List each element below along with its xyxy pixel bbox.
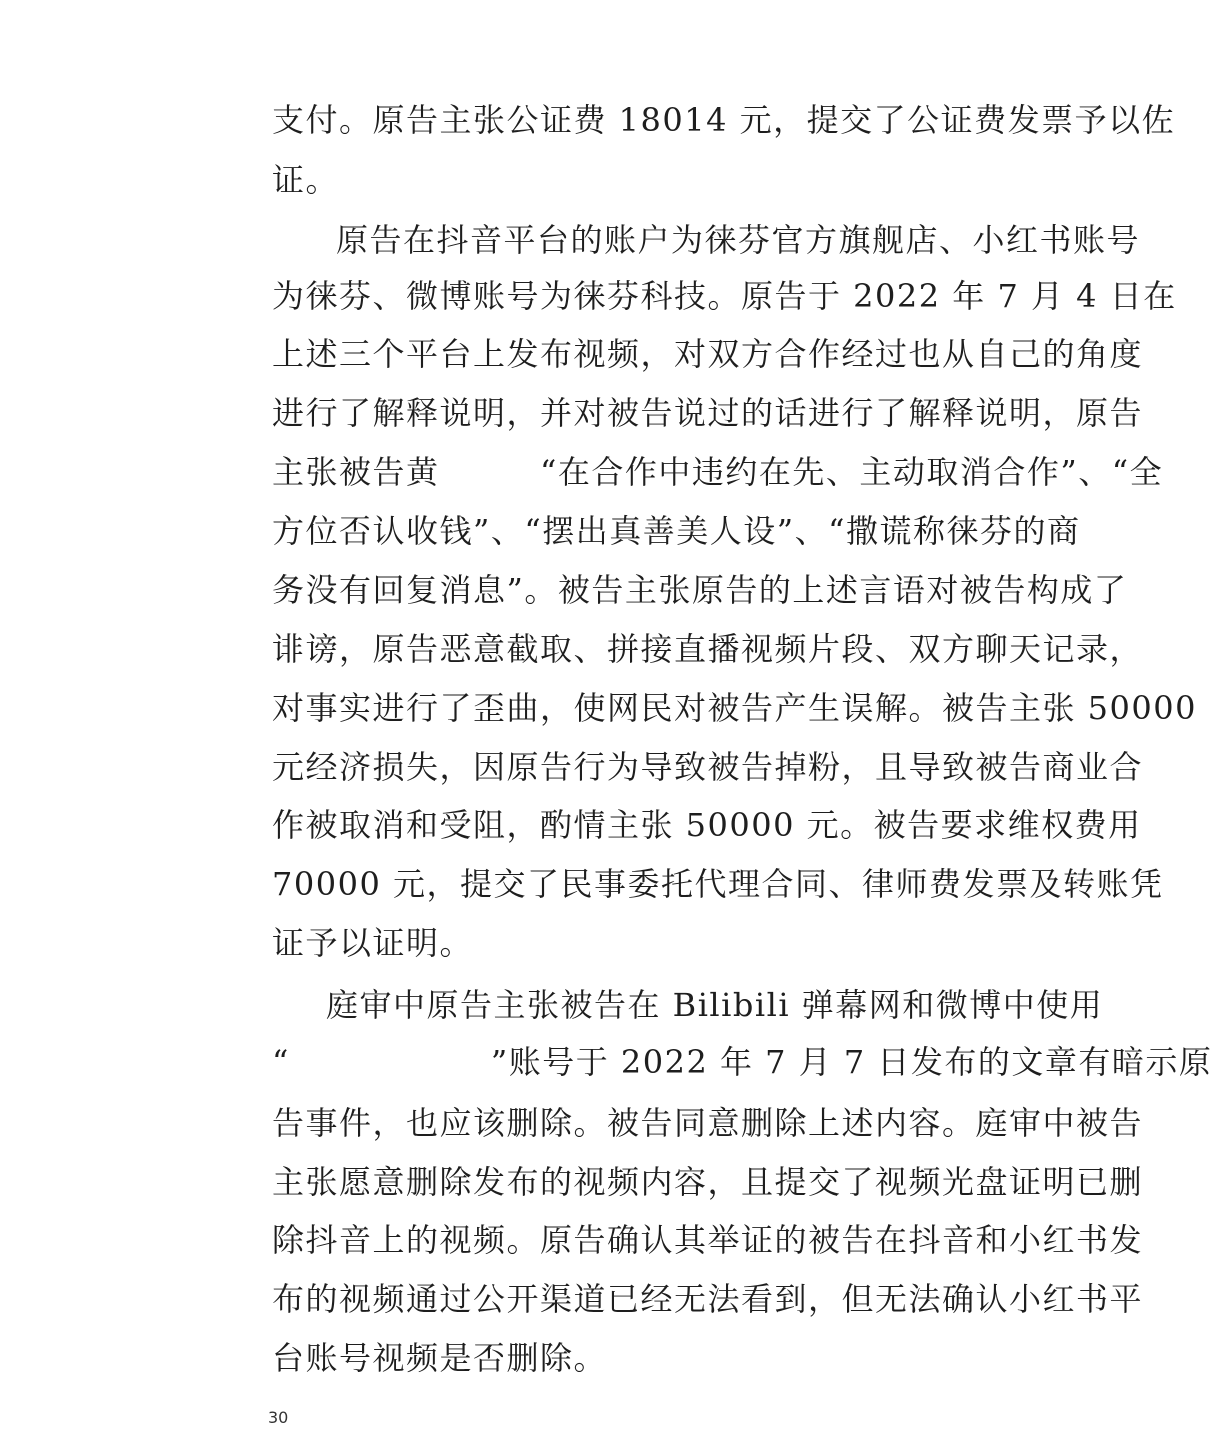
paragraph-line: 庭审中原告主张被告在 Bilibili 弹幕网和微博中使用 (326, 986, 1104, 1024)
paragraph-line: 主张愿意删除发布的视频内容，且提交了视频光盘证明已删 (272, 1163, 1144, 1201)
paragraph-line: 证予以证明。 (272, 924, 474, 962)
paragraph-line: 元经济损失，因原告行为导致被告掉粉，且导致被告商业合 (272, 748, 1144, 786)
paragraph-line: “ ”账号于 2022 年 7 月 7 日发布的文章有暗示原 (272, 1043, 1212, 1081)
paragraph-line: 台账号视频是否删除。 (272, 1339, 608, 1377)
paragraph-line: 进行了解释说明，并对被告说过的话进行了解释说明，原告 (272, 394, 1144, 432)
paragraph-line: 原告在抖音平台的账户为徕芬官方旗舰店、小红书账号 (336, 221, 1141, 259)
paragraph-line: 方位否认收钱”、“摆出真善美人设”、“撒谎称徕芬的商 (272, 512, 1081, 550)
paragraph-line: 布的视频通过公开渠道已经无法看到，但无法确认小红书平 (272, 1280, 1144, 1318)
paragraph-line: 对事实进行了歪曲，使网民对被告产生误解。被告主张 50000 (272, 689, 1197, 727)
paragraph-line: 为徕芬、微博账号为徕芬科技。原告于 2022 年 7 月 4 日在 (272, 277, 1177, 315)
paragraph-line: 告事件，也应该删除。被告同意删除上述内容。庭审中被告 (272, 1104, 1144, 1142)
paragraph-line: 诽谤，原告恶意截取、拼接直播视频片段、双方聊天记录， (272, 630, 1144, 668)
paragraph-line: 主张被告黄 “在合作中违约在先、主动取消合作”、“全 (272, 453, 1164, 491)
paragraph-line: 务没有回复消息”。被告主张原告的上述言语对被告构成了 (272, 571, 1128, 609)
paragraph-line: 支付。原告主张公证费 18014 元，提交了公证费发票予以佐 (272, 101, 1176, 139)
paragraph-line: 除抖音上的视频。原告确认其举证的被告在抖音和小红书发 (272, 1221, 1144, 1259)
paragraph-line: 70000 元，提交了民事委托代理合同、律师费发票及转账凭 (272, 865, 1164, 903)
paragraph-line: 作被取消和受阻，酌情主张 50000 元。被告要求维权费用 (272, 806, 1142, 844)
page-number: 30 (268, 1408, 289, 1427)
paragraph-line: 上述三个平台上发布视频，对双方合作经过也从自己的角度 (272, 335, 1144, 373)
paragraph-line: 证。 (272, 161, 340, 199)
